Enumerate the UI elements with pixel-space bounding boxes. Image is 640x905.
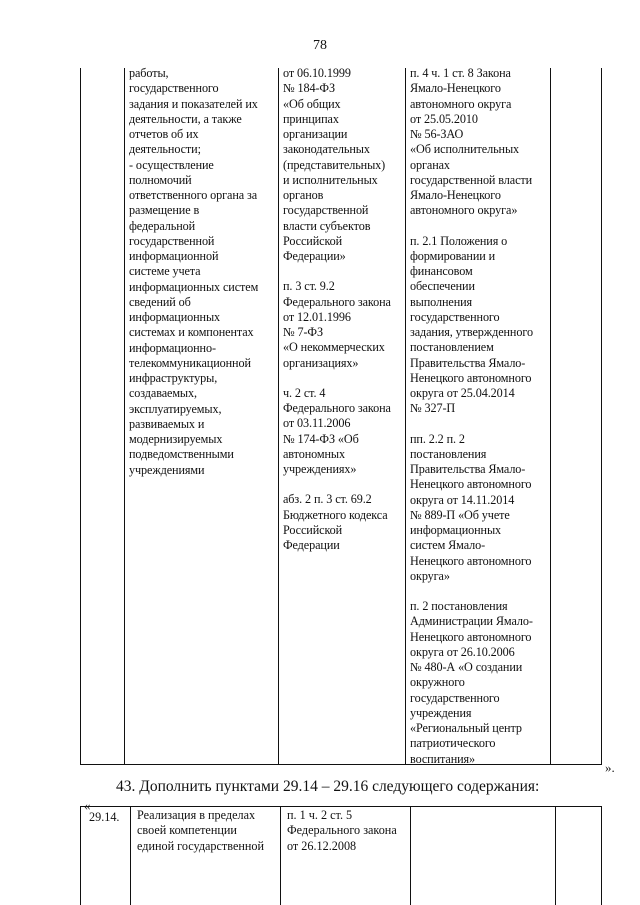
- text-line: постановления: [410, 446, 487, 461]
- table2-border-col2: [280, 806, 281, 905]
- text-line: округа»: [410, 568, 450, 583]
- table2-description: [137, 808, 264, 854]
- text-line: системе учета: [129, 264, 201, 279]
- text-line: патриотического: [410, 736, 496, 751]
- text-line: государственной власти: [410, 172, 533, 187]
- text-line: округа от 14.11.2014: [410, 492, 515, 507]
- text-line: финансовом: [410, 264, 473, 278]
- table1-border-col2: [278, 68, 279, 765]
- text-line: № 56-ЗАО: [410, 127, 464, 141]
- text-line: округа от 25.04.2014: [410, 386, 515, 400]
- text-line: учреждениями: [129, 462, 205, 477]
- text-line: задания и показателей их: [129, 96, 258, 111]
- text-line: подведомственными: [129, 447, 234, 462]
- text-line: от 25.05.2010: [410, 111, 478, 126]
- text-line: Правительства Ямало-: [410, 462, 526, 476]
- text-line: модернизируемых: [129, 432, 223, 446]
- text-line: автономных: [283, 446, 346, 461]
- text-line: п. 3 ст. 9.2: [283, 279, 335, 294]
- text-line: воспитания»: [410, 751, 476, 766]
- text-line: телекоммуникационной: [129, 355, 251, 370]
- table1-regional-column: [410, 66, 533, 767]
- text-line: «О некоммерческих: [283, 340, 385, 355]
- table2-federal-line: п. 1 ч. 2 ст. 5: [287, 808, 353, 822]
- table2-federal: [287, 808, 397, 854]
- table1-border-col3: [405, 68, 406, 765]
- text-line: № 480-А «О создании: [410, 660, 523, 674]
- table2-description-line: своей компетенции: [137, 823, 237, 838]
- text-line: власти субъектов: [283, 218, 371, 233]
- text-line: постановлением: [410, 340, 494, 355]
- table2-border-right: [601, 806, 602, 905]
- text-line: законодательных: [283, 142, 370, 157]
- table1-border-left: [80, 68, 81, 765]
- text-line: п. 2.1 Положения о: [410, 233, 508, 248]
- text-line: п. 4 ч. 1 ст. 8 Закона: [410, 66, 511, 80]
- page-number: 78: [313, 38, 327, 53]
- text-line: № 184-ФЗ: [283, 81, 335, 96]
- text-line: автономного округа»: [410, 203, 518, 218]
- text-line: создаваемых,: [129, 386, 197, 401]
- text-line: Федерального закона: [283, 294, 391, 309]
- paragraph-gap: [410, 417, 533, 432]
- text-line: размещение в: [129, 203, 200, 218]
- text-line: «Об исполнительных: [410, 142, 520, 157]
- text-line: организациях»: [283, 355, 359, 370]
- text-line: Федерального закона: [283, 401, 391, 415]
- text-line: и исполнительных: [283, 172, 378, 187]
- paragraph-gap: [410, 219, 533, 234]
- text-line: учреждения: [410, 705, 472, 720]
- table2-federal-line: от 26.12.2008: [287, 838, 357, 853]
- text-line: от 12.01.1996: [283, 309, 351, 324]
- amendment-heading: 43. Дополнить пунктами 29.14 – 29.16 следующего содержания:: [116, 778, 540, 795]
- text-line: системах и компонентах: [129, 325, 254, 340]
- text-line: от 03.11.2006: [283, 416, 351, 431]
- text-line: систем Ямало-: [410, 538, 486, 553]
- paragraph-gap: [283, 371, 391, 386]
- text-line: работы,: [129, 66, 169, 80]
- text-line: Ненецкого автономного: [410, 477, 532, 492]
- text-line: Федерации»: [283, 249, 346, 263]
- text-line: пп. 2.2 п. 2: [410, 431, 465, 446]
- text-line: - осуществление: [129, 157, 214, 172]
- text-line: государственной: [129, 233, 215, 248]
- text-line: сведений об: [129, 294, 191, 309]
- table1-border-col4: [550, 68, 551, 765]
- table2-description-line: Реализация в пределах: [137, 808, 256, 822]
- text-line: Ямало-Ненецкого: [410, 188, 501, 202]
- text-line: «Об общих: [283, 96, 341, 111]
- text-line: задания, утвержденного: [410, 325, 533, 339]
- text-line: абз. 2 п. 3 ст. 69.2: [283, 492, 372, 507]
- text-line: отчетов об их: [129, 127, 199, 141]
- table2-border-left: [80, 806, 81, 905]
- table1-description-column: [129, 66, 258, 478]
- text-line: учреждениях»: [283, 462, 357, 476]
- text-line: Российской: [283, 233, 343, 248]
- text-line: информационных систем: [129, 279, 259, 294]
- table2-description-line: единой государственной: [137, 838, 265, 853]
- text-line: автономного округа: [410, 96, 512, 111]
- table2-border-col4: [555, 806, 556, 905]
- text-line: информационной: [129, 249, 219, 263]
- text-line: организации: [283, 127, 348, 141]
- text-line: Ненецкого автономного: [410, 629, 532, 644]
- paragraph-gap: [283, 264, 391, 279]
- text-line: Российской: [283, 522, 343, 537]
- text-line: № 889-П «Об учете: [410, 507, 510, 522]
- closing-quote: ».: [605, 760, 615, 775]
- text-line: ответственного органа за: [129, 188, 258, 202]
- text-line: № 327-П: [410, 401, 456, 416]
- text-line: № 174-ФЗ «Об: [283, 431, 359, 446]
- text-line: обеспечении: [410, 279, 475, 294]
- paragraph-gap: [283, 477, 391, 492]
- paragraph-gap: [410, 584, 533, 599]
- text-line: Администрации Ямало-: [410, 614, 533, 629]
- text-line: деятельности;: [129, 142, 201, 157]
- text-line: «Региональный центр: [410, 721, 522, 735]
- text-line: формировании и: [410, 248, 496, 263]
- text-line: государственной: [283, 203, 369, 218]
- text-line: информационных: [410, 523, 502, 537]
- text-line: п. 2 постановления: [410, 599, 508, 613]
- text-line: принципах: [283, 111, 339, 126]
- text-line: инфраструктуры,: [129, 371, 218, 385]
- table2-border-col3: [410, 806, 411, 905]
- text-line: государственного: [410, 309, 500, 324]
- text-line: федеральной: [129, 218, 196, 233]
- table1-border-col1: [124, 68, 125, 765]
- text-line: Правительства Ямало-: [410, 355, 526, 370]
- text-line: государственного: [410, 690, 500, 705]
- text-line: выполнения: [410, 294, 473, 309]
- text-line: (представительных): [283, 157, 386, 172]
- text-line: ч. 2 ст. 4: [283, 385, 326, 400]
- text-line: деятельности, а также: [129, 111, 242, 126]
- text-line: Ненецкого автономного: [410, 370, 532, 385]
- text-line: эксплуатируемых,: [129, 401, 222, 416]
- text-line: информационных: [129, 310, 221, 324]
- text-line: Ямало-Ненецкого: [410, 81, 501, 96]
- text-line: полномочий: [129, 172, 192, 187]
- text-line: Ненецкого автономного: [410, 553, 532, 568]
- table1-federal-column: [283, 66, 391, 553]
- text-line: округа от 26.10.2006: [410, 644, 515, 659]
- text-line: Федерации: [283, 538, 340, 552]
- text-line: № 7-ФЗ: [283, 325, 323, 339]
- text-line: органах: [410, 157, 450, 172]
- text-line: информационно-: [129, 340, 216, 355]
- table2-border-col1: [130, 806, 131, 905]
- table2-row-number: 29.14.: [89, 810, 120, 824]
- text-line: от 06.10.1999: [283, 66, 351, 80]
- table2-federal-line: Федерального закона: [287, 823, 397, 838]
- text-line: Бюджетного кодекса: [283, 507, 388, 522]
- table1-border-right: [601, 68, 602, 765]
- text-line: развиваемых и: [129, 416, 205, 431]
- table2-border-top: [80, 806, 602, 807]
- text-line: окружного: [410, 675, 465, 690]
- text-line: органов: [283, 188, 324, 202]
- text-line: государственного: [129, 81, 219, 96]
